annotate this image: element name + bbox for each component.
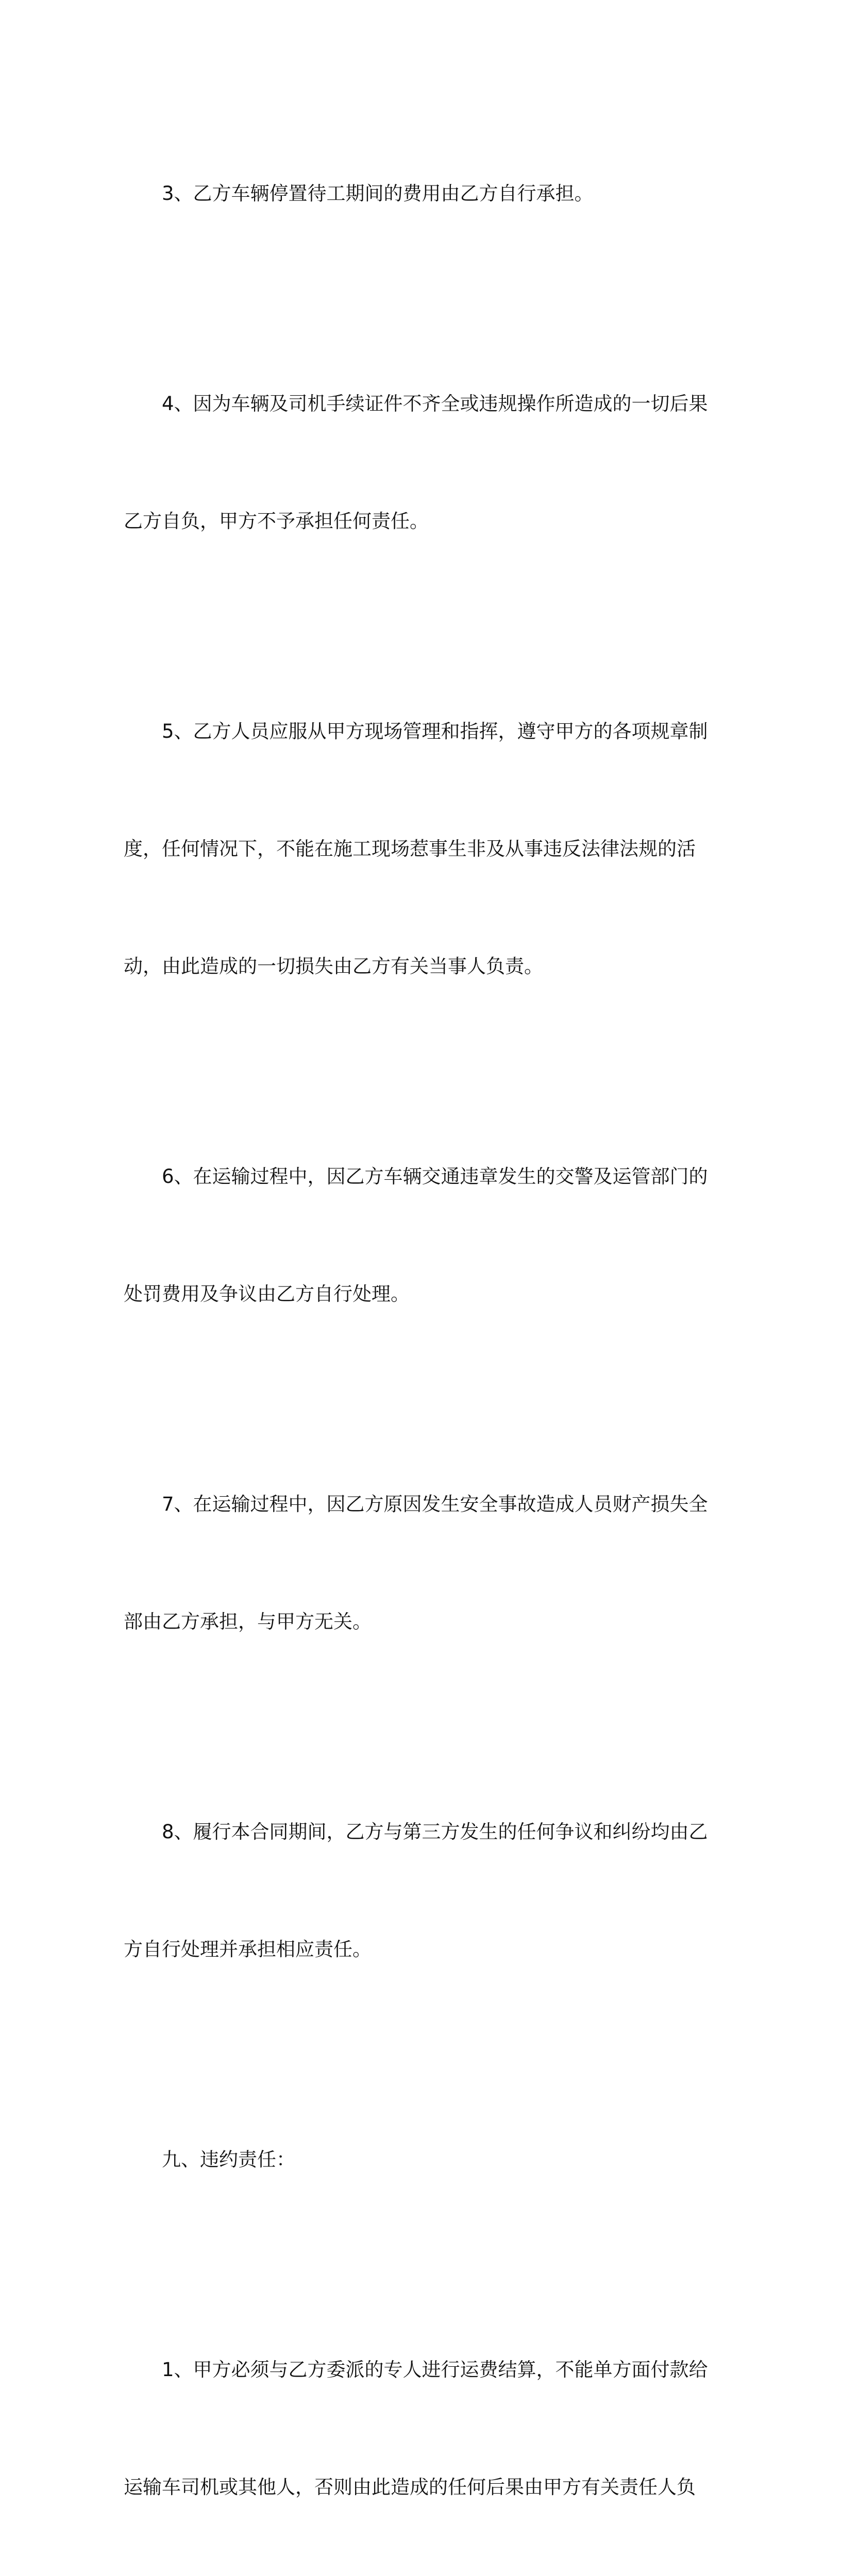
clause-3 (124, 96, 711, 292)
clause-5 (124, 634, 711, 1064)
clause-line: 处罚费用及争议由乙方自行处理。 (124, 1283, 410, 1305)
clause-line: 7、在运输过程中，因乙方原因发生安全事故造成人员财产损失全 (162, 1493, 708, 1515)
clause-line: 方自行处理并承担相应责任。 (124, 1938, 372, 1960)
section-heading-breach (124, 2062, 711, 2258)
clause-line: 1、甲方必须与乙方委派的专人进行运费结算，不能单方面付款给 (162, 2359, 708, 2381)
clause-line: 乙方自负，甲方不予承担任何责任。 (124, 510, 429, 532)
breach-clause-1 (124, 2272, 711, 2576)
clause-line: 4、因为车辆及司机手续证件不齐全或违规操作所造成的一切后果 (162, 393, 708, 415)
clause-6 (124, 1079, 711, 1392)
clause-line: 8、履行本合同期间，乙方与第三方发生的任何争议和纠纷均由乙 (162, 1821, 708, 1843)
clause-line: 5、乙方人员应服从甲方现场管理和指挥，遵守甲方的各项规章制 (162, 720, 708, 742)
clause-4 (124, 306, 711, 619)
section-heading: 九、违约责任： (162, 2148, 295, 2171)
clause-line: 3、乙方车辆停置待工期间的费用由乙方自行承担。 (162, 182, 594, 205)
clause-line: 部由乙方承担，与甲方无关。 (124, 1611, 372, 1633)
clause-line: 动，由此造成的一切损失由乙方有关当事人负责。 (124, 955, 543, 977)
clause-line: 6、在运输过程中，因乙方车辆交通违章发生的交警及运管部门的 (162, 1165, 708, 1188)
clause-line: 度，任何情况下，不能在施工现场惹事生非及从事违反法律法规的活 (124, 838, 696, 860)
clause-8 (124, 1734, 711, 2047)
clause-line: 运输车司机或其他人，否则由此造成的任何后果由甲方有关责任人负 (124, 2476, 696, 2498)
document-body (124, 96, 711, 2576)
clause-7 (124, 1406, 711, 1720)
